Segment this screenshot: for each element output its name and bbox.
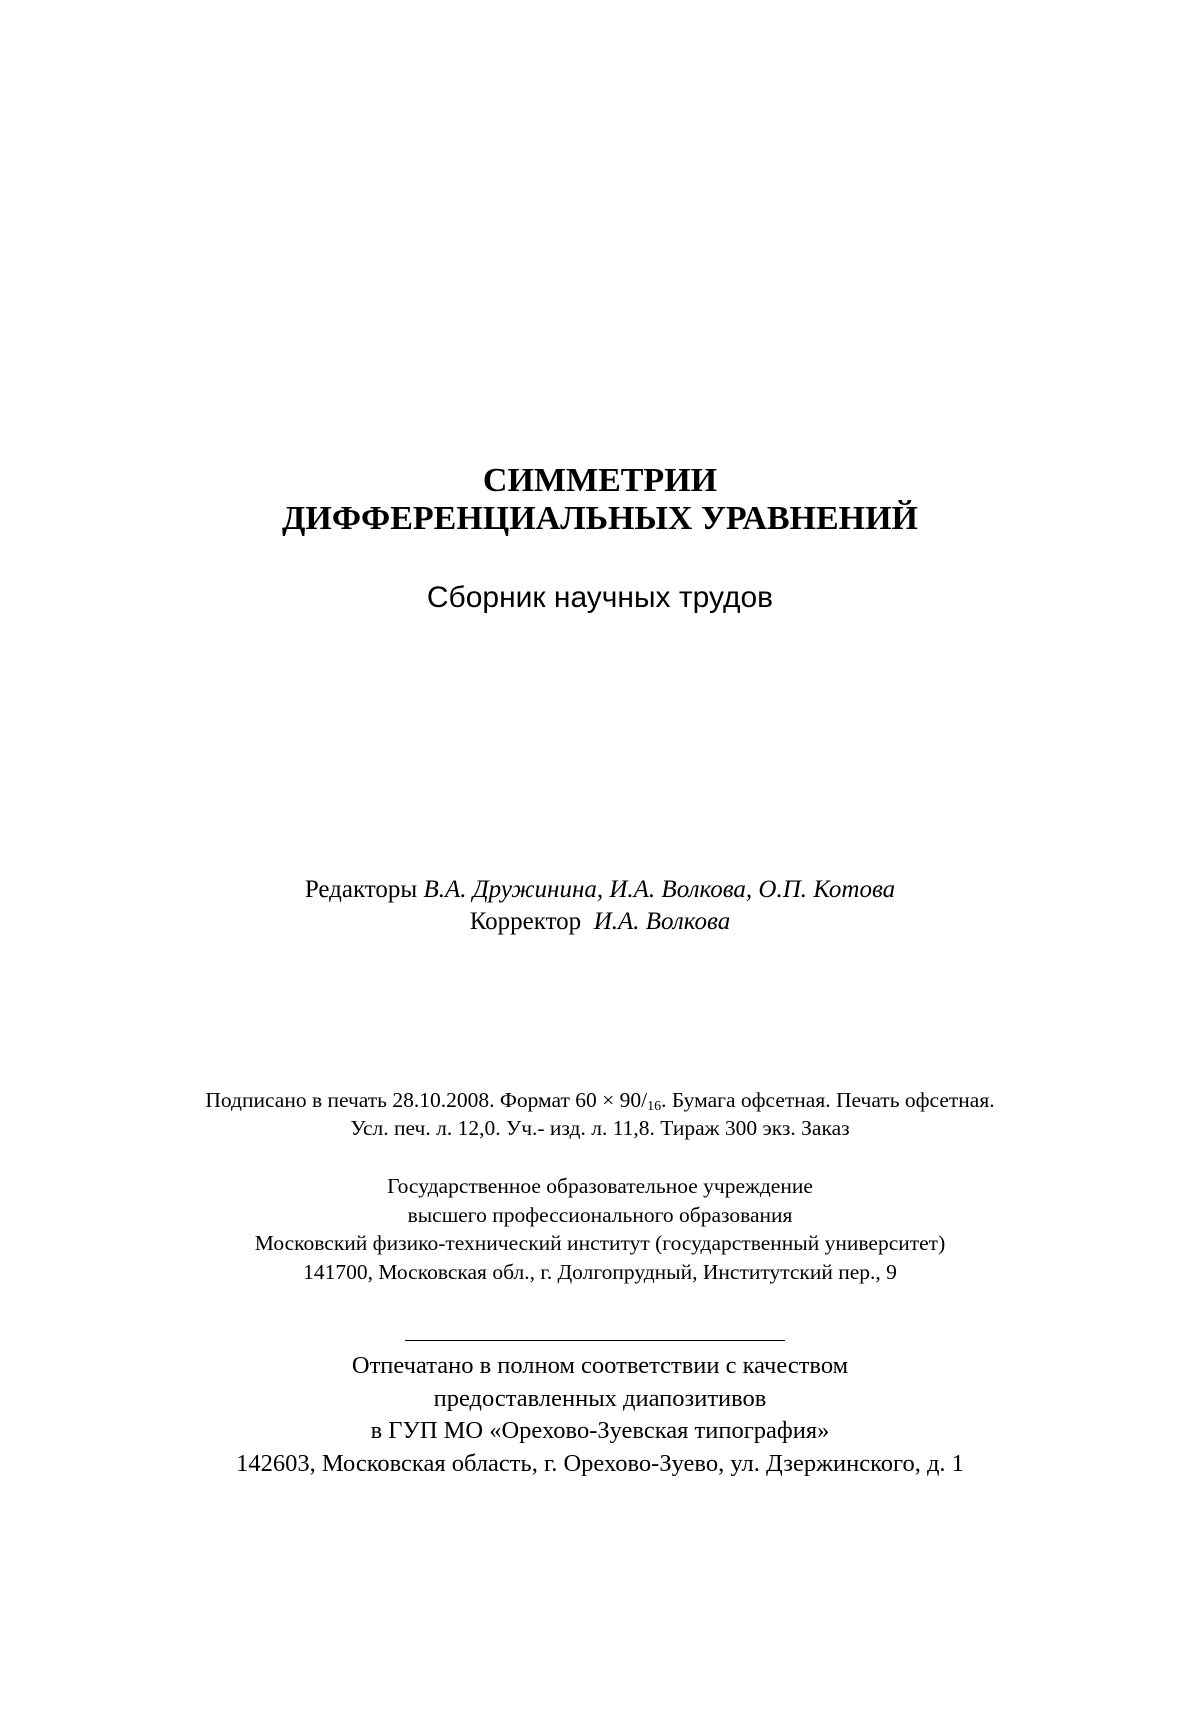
credits-block bbox=[0, 874, 1200, 938]
printer-line-2: предоставленных диапозитивов bbox=[433, 1384, 767, 1412]
institution-block bbox=[0, 1172, 1200, 1286]
printer-line-1: Отпечатано в полном соответствии с качеством bbox=[351, 1352, 849, 1379]
corrector-line bbox=[0, 906, 1200, 938]
imprint-line-1-part-2: . Бумага офсетная. Печать офсетная. bbox=[661, 1088, 995, 1112]
separator-rule bbox=[405, 1340, 785, 1341]
institution-line-4: 141700, Московская обл., г. Долгопрудный, Институтский пер., 9 bbox=[303, 1259, 897, 1284]
corrector-label: Корректор bbox=[469, 908, 582, 935]
imprint-line-2: Усл. печ. л. 12,0. Уч.- изд. л. 11,8. Тираж 300 экз. Заказ bbox=[350, 1116, 850, 1140]
imprint-line-1 bbox=[0, 1086, 1200, 1114]
subtitle: Сборник научных трудов bbox=[426, 581, 774, 614]
imprint-line-1-part-1: Подписано в печать 28.10.2008. Формат 60 × 90/ bbox=[205, 1088, 648, 1112]
institution-line-1: Государственное образовательное учреждение bbox=[387, 1174, 813, 1198]
imprint-block bbox=[0, 1086, 1200, 1142]
institution-line-3: Московский физико-технический институт (государственный университет) bbox=[254, 1231, 946, 1255]
format-fraction-subscript: 16 bbox=[647, 1099, 662, 1114]
editors-label: Редакторы bbox=[304, 876, 418, 903]
corrector-name: И.А. Волкова bbox=[593, 908, 731, 935]
printer-block bbox=[0, 1350, 1200, 1480]
printer-line-3: в ГУП МО «Орехово-Зуевская типография» bbox=[370, 1417, 830, 1444]
title-line-2: ДИФФЕРЕНЦИАЛЬНЫХ УРАВНЕНИЙ bbox=[281, 500, 919, 537]
printer-line-4: 142603, Московская область, г. Орехово-Зуево, ул. Дзержинского, д. 1 bbox=[236, 1449, 964, 1477]
title-block bbox=[0, 462, 1200, 538]
editors-names: В.А. Дружинина, И.А. Волкова, О.П. Котова bbox=[423, 876, 896, 903]
editors-line bbox=[0, 874, 1200, 906]
title-line-1: СИММЕТРИИ bbox=[482, 462, 718, 499]
institution-line-2: высшего профессионального образования bbox=[407, 1202, 793, 1227]
